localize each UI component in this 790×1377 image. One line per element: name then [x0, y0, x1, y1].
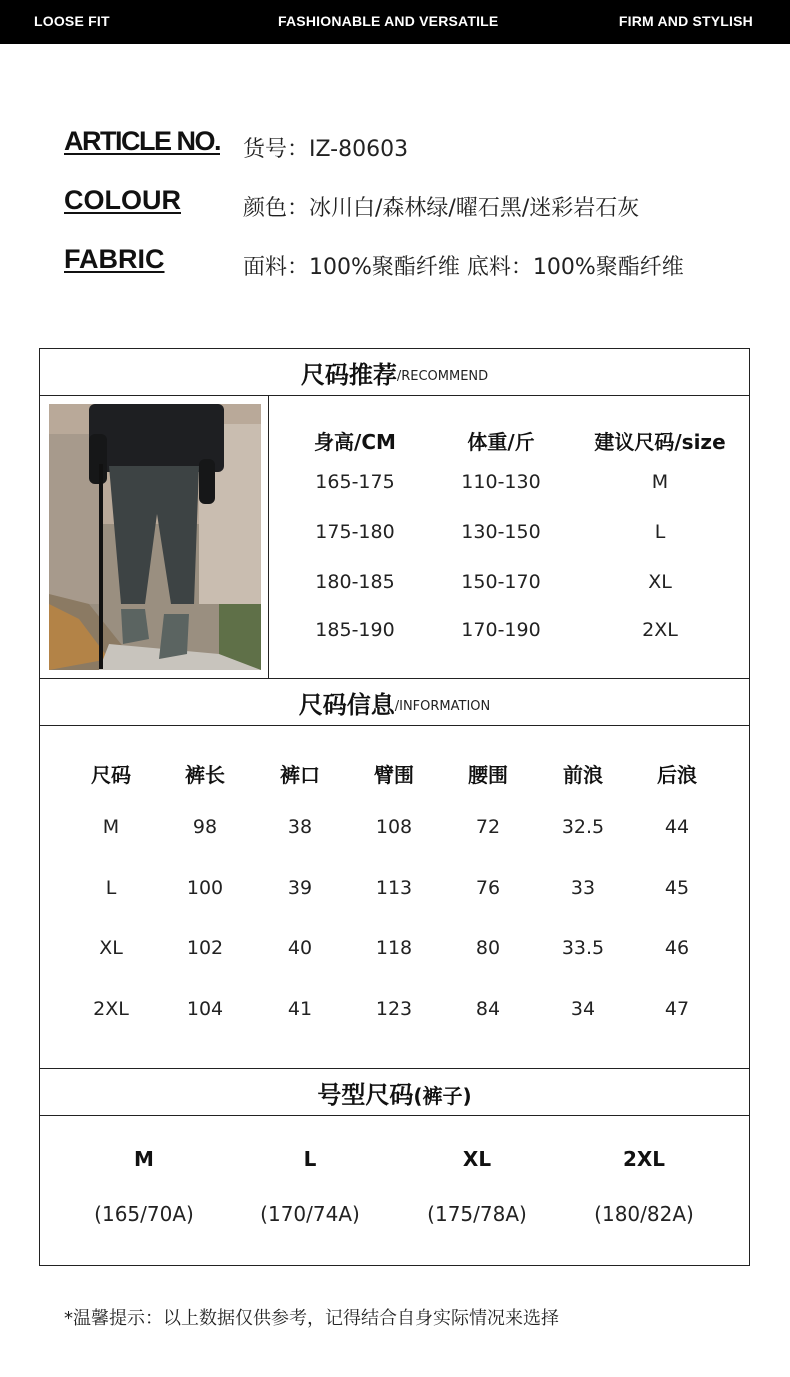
- model-code-m: (165/70A): [94, 1202, 194, 1226]
- model-size-xl: XL: [462, 1147, 492, 1171]
- model-photo-illustration: [49, 404, 261, 670]
- info-row-2-back-rise: 45: [664, 877, 690, 899]
- info-row-1-hem: 38: [287, 816, 313, 838]
- info-header-hip: 臂围: [374, 763, 414, 787]
- banner-loose-fit: LOOSE FIT: [34, 13, 110, 29]
- info-header-length: 裤长: [185, 763, 225, 787]
- info-row-2-hem: 39: [287, 877, 313, 899]
- info-row-1-size: M: [102, 816, 120, 838]
- rec-row-3-size: XL: [648, 571, 672, 593]
- rec-row-2-size: L: [654, 521, 666, 543]
- model-size-header: [40, 1069, 749, 1116]
- info-header-back-rise: 后浪: [657, 763, 697, 787]
- info-row-2-hip: 113: [375, 877, 413, 899]
- tip-note: *温馨提示：以上数据仅供参考，记得结合自身实际情况来选择: [64, 1308, 559, 1329]
- rec-row-1-size: M: [651, 471, 669, 493]
- recommend-divider: [268, 396, 269, 679]
- info-row-3-back-rise: 46: [664, 937, 690, 959]
- information-header: [40, 679, 749, 726]
- rec-row-1-weight: 110-130: [461, 471, 541, 493]
- info-row-3-waist: 80: [475, 937, 501, 959]
- model-code-xl: (175/78A): [427, 1202, 527, 1226]
- info-row-3-length: 102: [186, 937, 224, 959]
- rec-row-3-weight: 150-170: [461, 571, 541, 593]
- info-row-2-size: L: [105, 877, 117, 899]
- rec-row-4-height: 185-190: [315, 619, 395, 641]
- info-header-front-rise: 前浪: [563, 763, 603, 787]
- recommend-subtitle: /RECOMMEND: [396, 368, 489, 384]
- model-code-2xl: (180/82A): [594, 1202, 694, 1226]
- info-header-hem: 裤口: [280, 763, 320, 787]
- info-row-2-front-rise: 33: [570, 877, 596, 899]
- info-row-3-size: XL: [99, 937, 123, 959]
- fabric-label: FABRIC: [64, 244, 165, 274]
- info-row-2-length: 100: [186, 877, 224, 899]
- information-title: 尺码信息: [298, 690, 395, 719]
- info-row-1-waist: 72: [475, 816, 501, 838]
- information-table: [39, 678, 750, 1069]
- recommend-table: [39, 348, 750, 679]
- information-subtitle: /INFORMATION: [394, 698, 491, 714]
- model-size-l: L: [303, 1147, 317, 1171]
- colour-label: COLOUR: [64, 185, 181, 215]
- info-row-4-length: 104: [186, 998, 224, 1020]
- model-size-2xl: 2XL: [622, 1147, 666, 1171]
- colour-value: 颜色：冰川白/森林绿/曜石黑/迷彩岩石灰: [243, 196, 640, 221]
- top-banner: [0, 0, 790, 44]
- info-row-1-front-rise: 32.5: [561, 816, 605, 838]
- info-row-4-waist: 84: [475, 998, 501, 1020]
- fabric-value: 面料：100%聚酯纤维 底料：100%聚酯纤维: [243, 255, 684, 280]
- info-row-1-back-rise: 44: [664, 816, 690, 838]
- col-header-weight: 体重/斤: [467, 430, 535, 454]
- recommend-body: [40, 396, 749, 679]
- recommend-header: [40, 349, 749, 396]
- col-header-size: 建议尺码/size: [594, 430, 726, 454]
- info-row-4-front-rise: 34: [570, 998, 596, 1020]
- recommend-title: 尺码推荐: [300, 360, 397, 389]
- info-row-4-hip: 123: [375, 998, 413, 1020]
- info-row-4-size: 2XL: [93, 998, 129, 1020]
- info-row-4-back-rise: 47: [664, 998, 690, 1020]
- banner-fashionable: FASHIONABLE AND VERSATILE: [278, 13, 499, 29]
- model-photo: [49, 404, 261, 670]
- info-row-3-front-rise: 33.5: [561, 937, 605, 959]
- info-row-4-hem: 41: [287, 998, 313, 1020]
- article-no-label: ARTICLE NO.: [64, 126, 220, 156]
- rec-row-1-height: 165-175: [315, 471, 395, 493]
- info-row-3-hip: 118: [375, 937, 413, 959]
- rec-row-4-size: 2XL: [642, 619, 678, 641]
- model-size-m: M: [134, 1147, 154, 1171]
- info-row-1-length: 98: [192, 816, 218, 838]
- info-row-3-hem: 40: [287, 937, 313, 959]
- article-no-value: 货号：IZ-80603: [243, 137, 409, 162]
- info-header-size: 尺码: [91, 763, 131, 787]
- banner-firm-stylish: FIRM AND STYLISH: [618, 13, 753, 29]
- model-size-suffix: (裤子): [413, 1083, 472, 1108]
- model-size-title: 号型尺码: [317, 1080, 414, 1109]
- rec-row-2-height: 175-180: [315, 521, 395, 543]
- rec-row-2-weight: 130-150: [461, 521, 541, 543]
- info-row-1-hip: 108: [375, 816, 413, 838]
- model-size-table: [39, 1068, 750, 1266]
- rec-row-4-weight: 170-190: [461, 619, 541, 641]
- col-header-height: 身高/CM: [314, 430, 396, 454]
- rec-row-3-height: 180-185: [315, 571, 395, 593]
- info-header-waist: 腰围: [468, 763, 508, 787]
- info-row-2-waist: 76: [475, 877, 501, 899]
- model-code-l: (170/74A): [260, 1202, 360, 1226]
